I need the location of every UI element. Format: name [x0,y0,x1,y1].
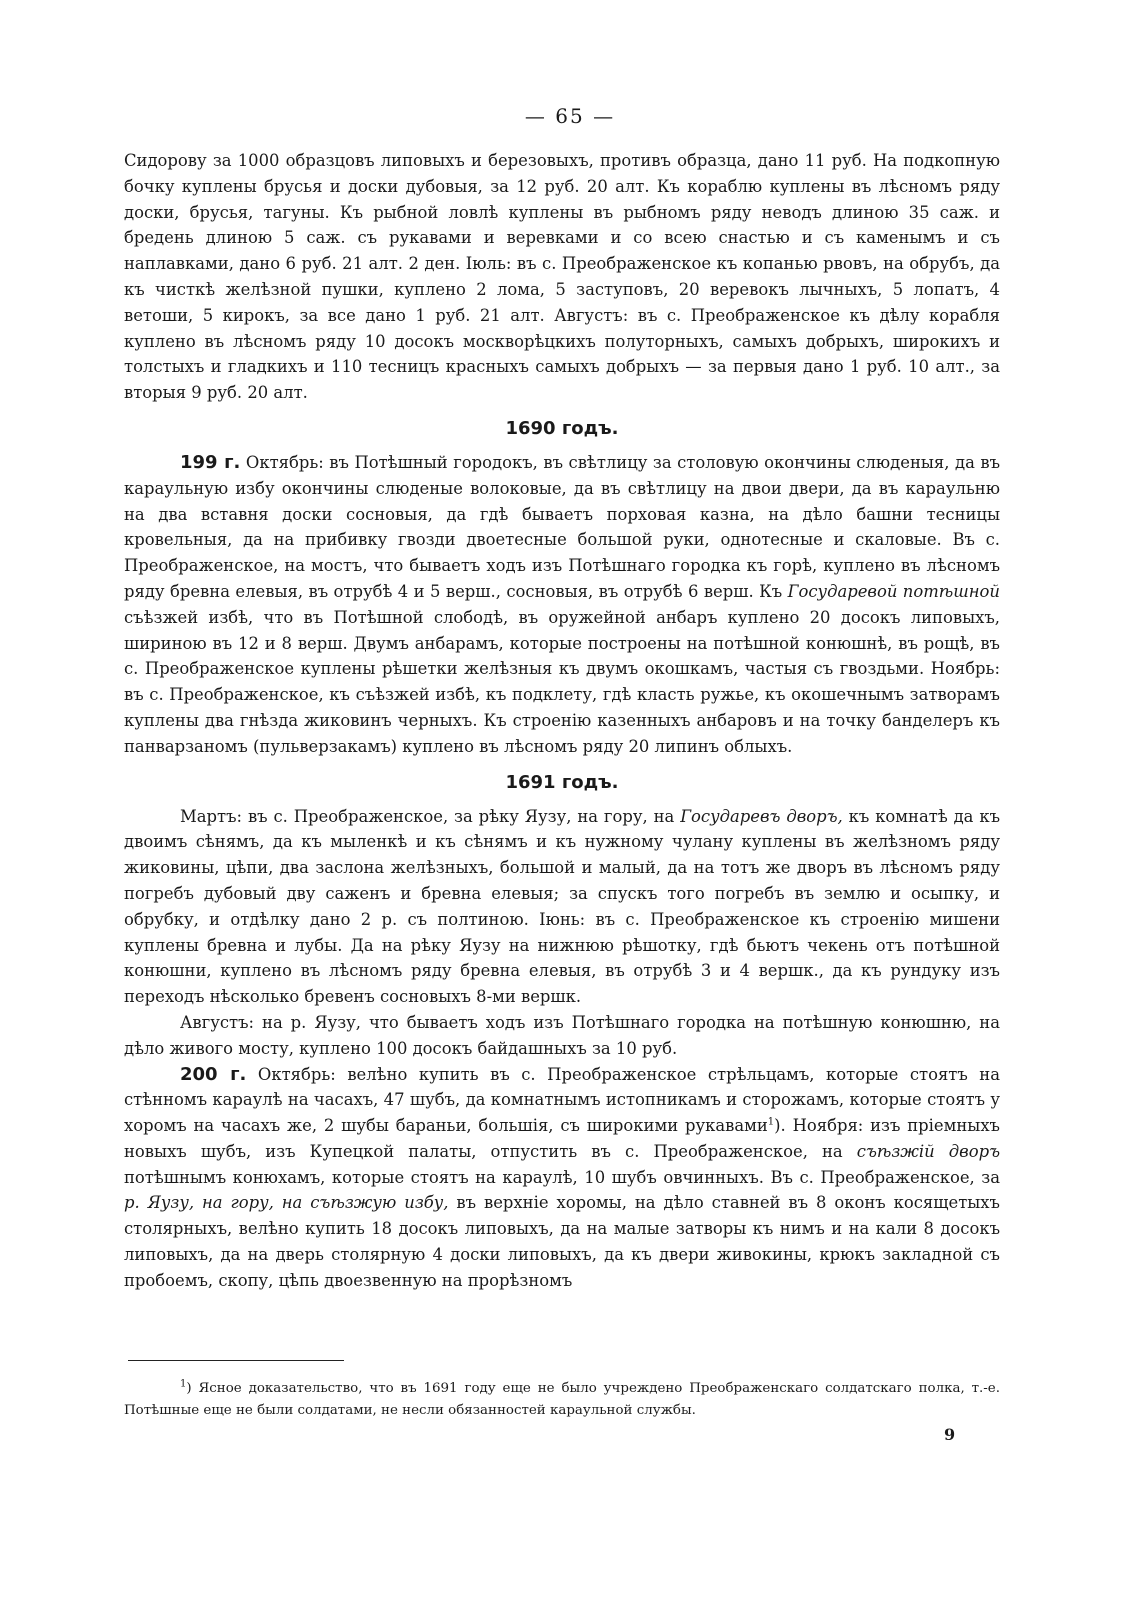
footnote-ref: 1 [767,1116,775,1128]
text-span: съѣзжей избѣ, что въ Потѣшной слободѣ, въ оружейной анбаръ куплено 20 досокъ липовыхъ, шириною въ 12 и 8 верш. Двумъ анбарамъ, которые построены на потѣшной конюшнѣ, въ рощѣ, въ с. Преображенское куплены рѣшетки желѣзныя къ двумъ окошкамъ, частыя съ гвоздьми. Ноябрь: въ с. Преображенское, къ съѣзжей избѣ, къ подклету, гдѣ класть ружье, къ окошечнымъ затворамъ куплены два гнѣзда жиковинъ черныхъ. Къ строенію казенныхъ анбаровъ и на точку банделеръ къ панварзаномъ (пульверзакамъ) куплено въ лѣсномъ ряду 20 липинъ облыхъ. [124,607,1000,756]
text-span: къ комнатѣ да къ двоимъ сѣнямъ, да къ мыленкѣ и къ сѣнямъ и къ нужному чулану куплены въ желѣзномъ ряду жиковины, цѣпи, два заслона желѣзныхъ, большой и малый, да на тотъ же дворъ въ лѣсномъ ряду погребъ дубовый дву саженъ и бревна елевыя; за спускъ того погребъ въ землю и осыпку, и обрубку, и отдѣлку дано 2 р. съ полтиною. Іюнь: въ с. Преображенское къ строенію мишени куплены бревна и лубы. Да на рѣку Яузу на нижнюю рѣшотку, гдѣ бьютъ чекень отъ потѣшной конюшни, куплено въ лѣсномъ ряду бревна елевыя, въ отрубѣ 3 и 4 вершк., да къ рундуку изъ переходъ нѣсколько бревенъ сосновыхъ 8-ми вершк. [124,806,1001,1007]
footnote-divider [128,1360,344,1361]
footnote-body: ) Ясное доказательство, что въ 1691 году еще не было учреждено Преображенскаго солдатскаго полка, т.-е. Потѣшные еще не были солдатами, не несли обязанностей караульной службы. [124,1381,1000,1418]
paragraph-200 [124,1062,1000,1294]
italic-span: р. Яузу, на гору, на съѣзжую избу, [124,1193,449,1213]
footnote-mark: 1 [180,1378,187,1390]
paragraph-intro: Сидорову за 1000 образцовъ липовыхъ и березовыхъ, противъ образца, дано 11 руб. На подкопную бочку куплены брусья и доски дубовыя, за 12 руб. 20 алт. Къ кораблю куплены въ лѣсномъ ряду доски, брусья, тагуны. Къ рыбной ловлѣ куплены въ рыбномъ ряду неводъ длиною 35 саж. и бредень длиною 5 саж. съ рукавами и веревками и со всею снастью и съ каменымъ и съ наплавками, дано 6 руб. 21 алт. 2 ден. Іюль: въ с. Преображенское къ копанью рвовъ, на обрубъ, да къ чисткѣ желѣзной пушки, куплено 2 лома, 5 заступовъ, 20 веревокъ лычныхъ, 5 лопатъ, 4 ветоши, 5 кирокъ, за все дано 1 руб. 21 алт. Августъ: въ с. Преображенское къ дѣлу корабля куплено въ лѣсномъ ряду 10 досокъ москворѣцкихъ полуторныхъ, самыхъ добрыхъ, широкихъ и толстыхъ и гладкихъ и 110 тесницъ красныхъ самыхъ добрыхъ — за первыя дано 1 руб. 10 алт., за вторыя 9 руб. 20 алт. [124,151,1000,403]
year-lead-199: 199 г. [180,451,241,473]
text-span: Мартъ: въ с. Преображенское, за рѣку Яузу, на гору, на [180,806,681,826]
paragraph-1691-august: Августъ: на р. Яузу, что бываетъ ходъ изъ Потѣшнаго городка на потѣшную конюшню, на дѣло живого мосту, куплено 100 досокъ байдашныхъ за 10 руб. [124,1012,1000,1058]
italic-span: Государевъ дворъ, [680,806,843,826]
paragraph-1691-march [124,804,1000,1010]
text-span: ). Ноября: изъ пріемныхъ новыхъ шубъ, изъ Купецкой палаты, отпустить въ с. Преображенское, на [124,1116,1000,1161]
paragraph-1690 [124,450,1000,760]
text-span: Октябрь: велѣно купить въ с. Преображенское стрѣльцамъ, которые стоятъ на стѣнномъ караулѣ на часахъ, 47 шубъ, да комнатнымъ истопникамъ и сторожамъ, которые стоятъ у хоромъ на часахъ же, 2 шубы бараньи, большія, съ широкими рукавами [124,1064,1000,1136]
text-span: въ верхніе хоромы, на дѣло ставней въ 8 оконъ косящетыхъ столярныхъ, велѣно купить 18 досокъ липовыхъ, да на малые затворы къ нимъ и на кали 8 досокъ липовыхъ, да на дверь столярную 4 доски липовыхъ, да къ двери живокины, крюкъ закладной съ пробоемъ, скопу, цѣпь двоезвенную на прорѣзномъ [124,1193,1000,1290]
italic-span: Государевой потѣшной [787,581,1000,601]
signature-mark: 9 [944,1425,956,1444]
footnote [124,1378,1000,1422]
heading-1691: 1691 годъ. [505,771,619,793]
page-number: — 65 — [524,104,616,128]
footnote-text [124,1378,1000,1422]
text-span: Октябрь: въ Потѣшный городокъ, въ свѣтлицу за столовую окончины слюденыя, да въ караульную избу окончины слюденые волоковые, да въ свѣтлицу на двои двери, да въ караульню на два вставня доски сосновыя, да гдѣ бываетъ порховая казна, на дѣло башни тесницы кровельныя, да на прибивку гвозди двоетесные большой руки, однотесные и скаловые. Въ с. Преображенское, на мостъ, что бываетъ ходъ изъ Потѣшнаго городка къ горѣ, куплено въ лѣсномъ ряду бревна елевыя, въ отрубѣ 4 и 5 верш., сосновыя, въ отрубѣ 6 верш. Къ [124,452,1000,601]
italic-span: съѣзжій дворъ [856,1141,1000,1161]
body-text [124,148,1000,1294]
text-span: потѣшнымъ конюхамъ, которые стоятъ на караулѣ, 10 шубъ овчинныхъ. Въ с. Преображенское, за [124,1167,1000,1187]
year-lead-200: 200 г. [180,1063,247,1085]
heading-1690: 1690 годъ. [505,417,619,439]
